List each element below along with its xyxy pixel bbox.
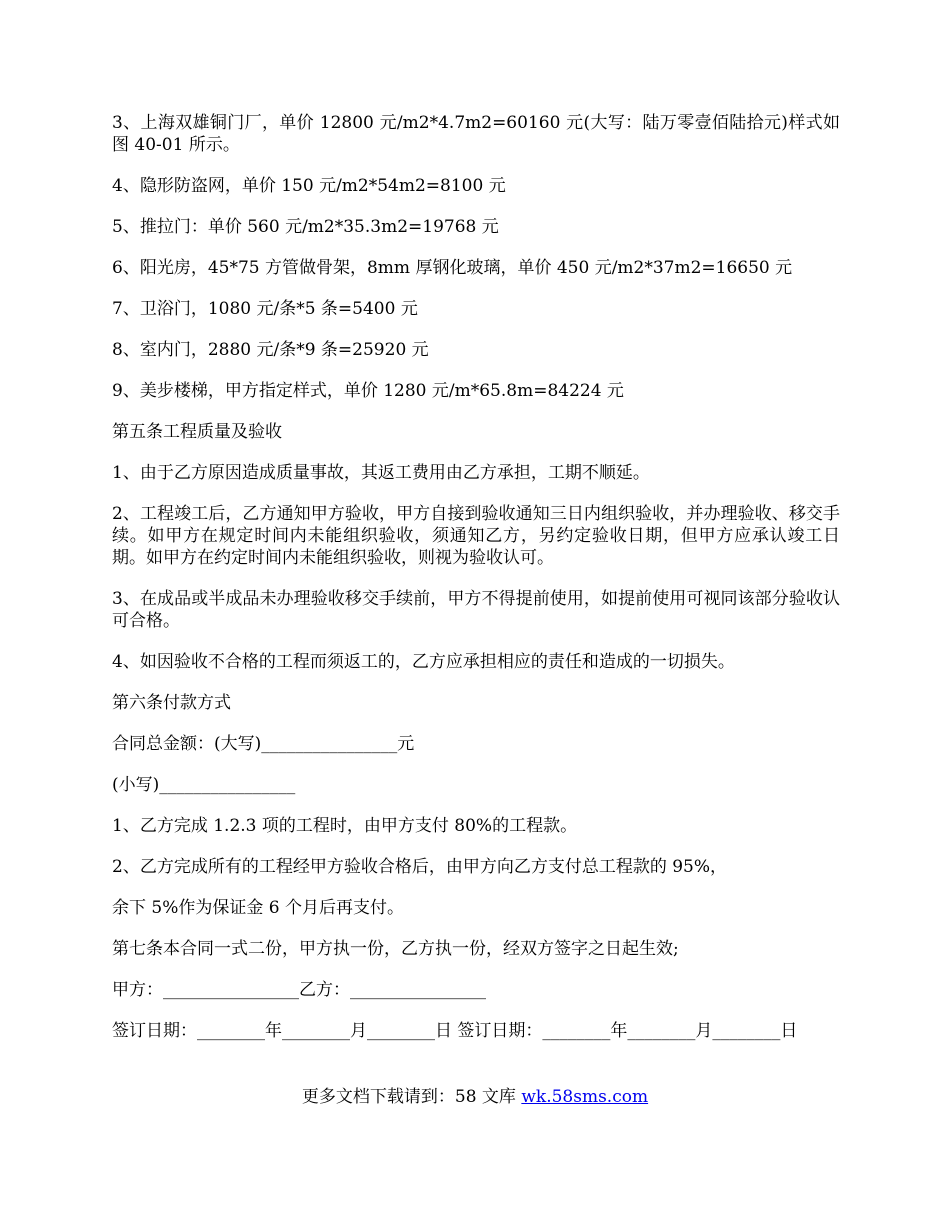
section-heading-5: 第五条工程质量及验收 (112, 422, 282, 442)
contract-total-uppercase: 合同总金额：(大写)________________元 (112, 734, 415, 754)
payment-clause-2: 2、乙方完成所有的工程经甲方验收合格后，由甲方向乙方支付总工程款的 95%， (112, 857, 728, 877)
paragraph-item-5: 5、推拉门：单价 560 元/m2*35.3m2=19768 元 (112, 217, 499, 237)
footer-link[interactable]: wk.58sms.com (521, 1087, 649, 1107)
paragraph-item-7: 7、卫浴门，1080 元/条*5 条=5400 元 (112, 299, 418, 319)
signature-parties: 甲方：________________乙方：________________ (112, 980, 486, 1000)
footer-text: 更多文档下载请到：58 文库 (301, 1087, 522, 1107)
paragraph-item-4: 4、隐形防盗网，单价 150 元/m2*54m2=8100 元 (112, 176, 506, 196)
paragraph-item-8: 8、室内门，2880 元/条*9 条=25920 元 (112, 340, 429, 360)
payment-clause-1: 1、乙方完成 1.2.3 项的工程时，由甲方支付 80%的工程款。 (112, 816, 578, 836)
signature-dates: 签订日期：________年________月________日 签订日期：________年________月________日 (112, 1021, 798, 1041)
quality-clause-4: 4、如因验收不合格的工程而须返工的，乙方应承担相应的责任和造成的一切损失。 (112, 652, 735, 672)
paragraph-item-3: 3、上海双雄铜门厂，单价 12800 元/m2*4.7m2=60160 元(大写：陆万零壹佰陆拾元)样式如图 40-01 所示。 (112, 113, 840, 155)
quality-clause-1: 1、由于乙方原因造成质量事故，其返工费用由乙方承担，工期不顺延。 (112, 463, 650, 483)
section-heading-7: 第七条本合同一式二份，甲方执一份，乙方执一份，经双方签字之日起生效; (112, 939, 679, 959)
paragraph-item-9: 9、美步楼梯，甲方指定样式，单价 1280 元/m*65.8m=84224 元 (112, 381, 624, 401)
footer (0, 1086, 950, 1108)
quality-clause-2: 2、工程竣工后，乙方通知甲方验收，甲方自接到验收通知三日内组织验收，并办理验收、移交手续。如甲方在规定时间内未能组织验收，须通知乙方，另约定验收日期，但甲方应承认竣工日期。如甲方在约定时间内未能组织验收，则视为验收认可。 (112, 504, 840, 568)
payment-clause-remainder: 余下 5%作为保证金 6 个月后再支付。 (112, 898, 404, 918)
section-heading-6: 第六条付款方式 (112, 693, 231, 713)
contract-total-lowercase: (小写)________________ (112, 775, 296, 795)
document-body (112, 112, 840, 1061)
paragraph-item-6: 6、阳光房，45*75 方管做骨架，8mm 厚钢化玻璃，单价 450 元/m2*37m2=16650 元 (112, 258, 793, 278)
quality-clause-3: 3、在成品或半成品未办理验收移交手续前，甲方不得提前使用，如提前使用可视同该部分验收认可合格。 (112, 589, 840, 631)
